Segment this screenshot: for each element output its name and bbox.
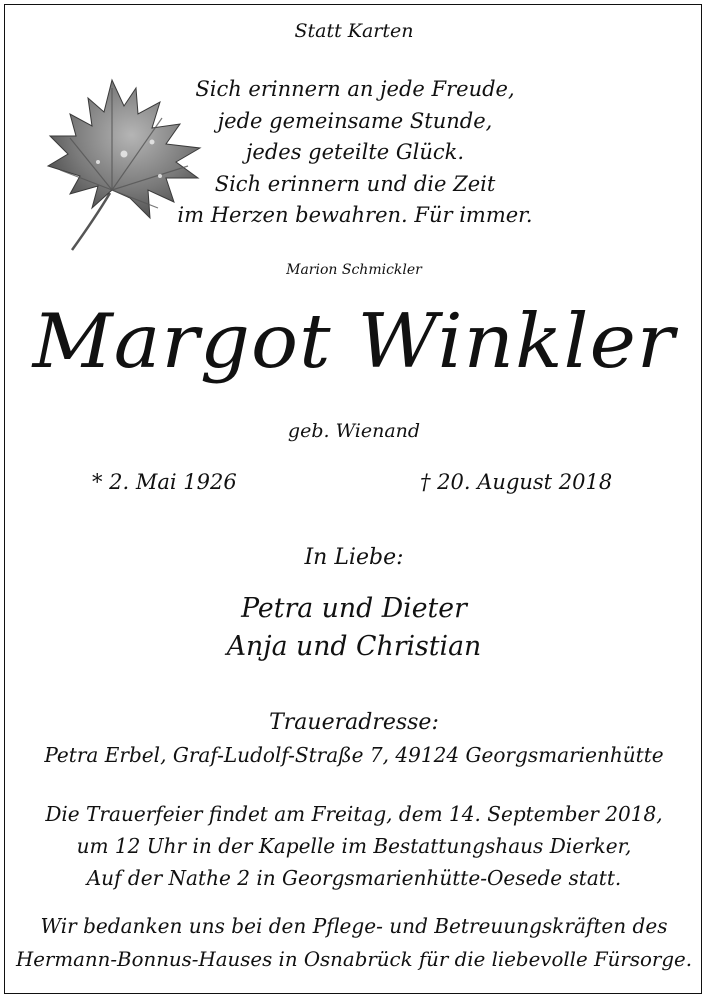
ceremony-line: Die Trauerfeier findet am Freitag, dem 14. September 2018, (45, 802, 663, 826)
header-text: Statt Karten (294, 20, 414, 42)
thanks-line: Hermann-Bonnus-Hauses in Osnabrück für die liebevolle Fürsorge. (16, 948, 692, 971)
deceased-name: Margot Winkler (32, 298, 676, 385)
birth-date: * 2. Mai 1926 (92, 470, 237, 494)
ceremony-info (0, 798, 708, 894)
ceremony-line: Auf der Nathe 2 in Georgsmarienhütte-Oesede statt. (86, 866, 622, 890)
poem-line: im Herzen bewahren. Für immer. (177, 203, 533, 227)
mourners-label: In Liebe: (304, 545, 404, 570)
poem-line: Sich erinnern und die Zeit (214, 171, 496, 196)
ceremony-line: um 12 Uhr in der Kapelle im Bestattungshaus Dierker, (76, 834, 632, 858)
address-value: Petra Erbel, Graf-Ludolf-Straße 7, 49124 Georgsmarienhütte (44, 743, 664, 767)
poem-line: jede gemeinsame Stunde, (217, 108, 493, 133)
mourner-name: Anja und Christian (226, 631, 482, 662)
thanks-line: Wir bedanken uns bei den Pflege- und Betreuungskräften des (40, 914, 668, 938)
thanks-note (0, 910, 708, 976)
death-date: † 20. August 2018 (420, 470, 613, 494)
poem-author: Marion Schmickler (286, 262, 422, 278)
poem-line: Sich erinnern an jede Freude, (195, 77, 515, 101)
mourners-names (0, 590, 708, 666)
address-label: Traueradresse: (269, 710, 439, 735)
poem-line: jedes geteilte Glück. (245, 140, 465, 164)
maiden-name: geb. Wienand (287, 420, 421, 442)
mourner-name: Petra und Dieter (241, 593, 467, 624)
poem (150, 74, 560, 232)
